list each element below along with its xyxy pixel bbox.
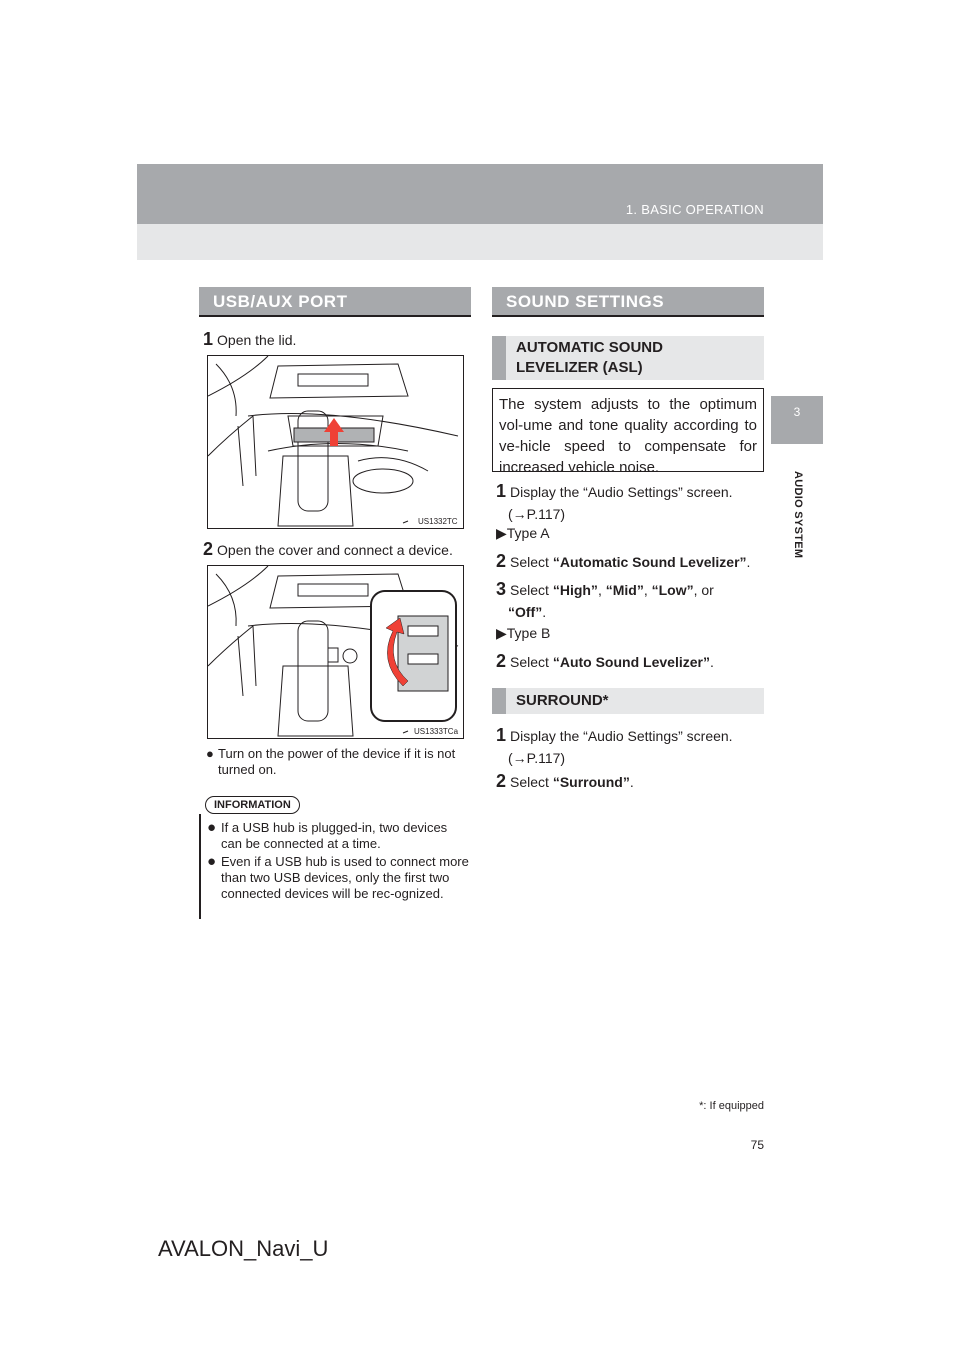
info-item-text: If a USB hub is plugged-in, two devices can be connected at a time. — [221, 820, 448, 851]
page-reference: (→P.117) — [508, 506, 566, 522]
step-display-audio-settings — [496, 480, 764, 525]
asl-description-box: The system adjusts to the optimum vol-ume and tone quality according to ve-hicle speed to compensate for increased vehicle noise. — [492, 388, 764, 472]
information-label: INFORMATION — [205, 796, 300, 814]
step-text: Open the cover and connect a device. — [217, 542, 453, 558]
page-number: 75 — [750, 1138, 764, 1152]
information-box — [199, 799, 475, 920]
option-name: “Low” — [651, 582, 694, 598]
console-lid-illustration — [208, 356, 463, 528]
usb-port-illustration — [208, 566, 463, 738]
image-code: US1333TCa — [414, 727, 459, 736]
type-label: Type B — [506, 625, 551, 641]
punctuation: . — [709, 654, 714, 670]
image-code: US1332TC — [418, 517, 458, 526]
step-select-surround — [496, 770, 766, 793]
bullet-icon: ● — [207, 819, 217, 836]
step-number: 1 — [496, 725, 507, 745]
step-select-auto-sound — [496, 650, 766, 673]
step-number: 2 — [203, 539, 214, 559]
step-open-lid — [203, 328, 471, 351]
step-number: 2 — [496, 771, 507, 791]
step-text: Select — [510, 582, 553, 598]
section-title-sound-settings: SOUND SETTINGS — [492, 287, 764, 317]
step-number: 2 — [496, 651, 507, 671]
step-number: 3 — [496, 579, 507, 599]
step-text: Display the “Audio Settings” screen. — [510, 484, 733, 500]
step-text: Select — [510, 774, 553, 790]
step-display-audio-settings-surround — [496, 724, 764, 769]
footnote: *: If equipped — [699, 1100, 764, 1112]
step-select-asl — [496, 550, 766, 573]
triangle-icon: ▶ — [496, 625, 507, 641]
chapter-number: 3 — [793, 405, 801, 419]
step-text: Display the “Audio Settings” screen. — [510, 728, 733, 744]
subheading-surround: SURROUND* — [492, 688, 764, 714]
document-id: AVALON_Navi_U — [158, 1236, 329, 1261]
bullet-icon: ● — [207, 853, 217, 870]
option-name: “Off” — [508, 604, 543, 620]
subheading-line: AUTOMATIC SOUND — [516, 339, 663, 356]
subheading-asl — [492, 336, 764, 380]
option-name: “Automatic Sound Levelizer” — [552, 554, 747, 570]
info-item — [207, 820, 471, 852]
option-name: “Mid” — [605, 582, 644, 598]
section-header: 1. BASIC OPERATION — [625, 202, 764, 217]
step-text: Select — [510, 654, 553, 670]
punctuation: . — [746, 554, 751, 570]
step-number: 1 — [496, 481, 507, 501]
chapter-title: AUDIO SYSTEM — [792, 471, 804, 559]
step-text: Open the lid. — [217, 332, 297, 348]
illustration-open-lid — [207, 355, 464, 529]
type-b-label — [496, 622, 550, 644]
option-name: “Surround” — [552, 774, 630, 790]
punctuation: . — [629, 774, 634, 790]
info-item — [207, 854, 471, 902]
page-reference: (→P.117) — [508, 750, 566, 766]
info-item-text: Even if a USB hub is used to connect more than two USB devices, only the first two connected devices will be rec-ognized. — [221, 854, 469, 901]
conjunction: or — [701, 582, 714, 598]
bullet-icon: ● — [206, 746, 214, 761]
step-open-cover — [203, 538, 475, 561]
chapter-tab — [771, 396, 823, 444]
section-title-usb-aux: USB/AUX PORT — [199, 287, 471, 317]
step-number: 1 — [203, 329, 214, 349]
header-subband — [137, 224, 823, 260]
step-select-level: 3 Select “High”, “Mid”, “Low”, or “Off”. — [496, 579, 714, 620]
bullet-power-on — [206, 746, 472, 778]
option-name: “High” — [552, 582, 598, 598]
step-number: 2 — [496, 551, 507, 571]
option-name: “Auto Sound Levelizer” — [552, 654, 710, 670]
type-a-label — [496, 522, 550, 544]
subheading-line: LEVELIZER (ASL) — [516, 359, 643, 376]
step-text: Select — [510, 554, 553, 570]
illustration-connect-device — [207, 565, 464, 739]
punctuation: . — [542, 604, 547, 620]
triangle-icon: ▶ — [496, 525, 507, 541]
bullet-text: Turn on the power of the device if it is not turned on. — [218, 746, 456, 777]
type-label: Type A — [506, 525, 550, 541]
